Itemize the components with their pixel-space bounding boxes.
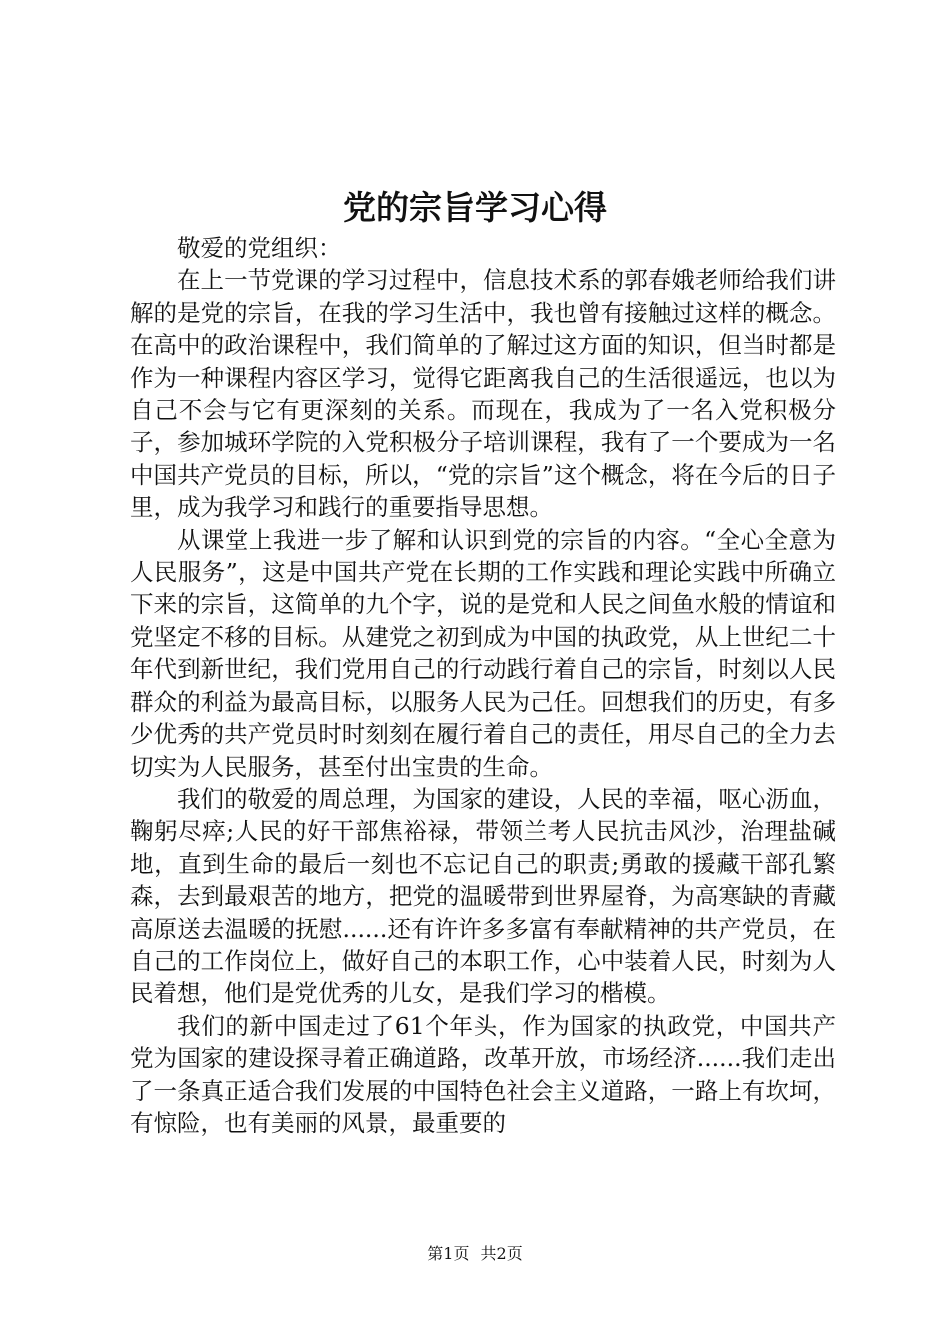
paragraph-2: 从课堂上我进一步了解和认识到党的宗旨的内容。“全心全意为人民服务”，这是中国共产党在长期的工作实践和理论实践中所确立下来的宗旨，这简单的九个字，说的是党和人民之间鱼水般的情谊和党坚定不移的目标。从建党之初到成为中国的执政党，从上世纪二十年代到新世纪，我们党用自己的行动践行着自己的宗旨，时刻以人民群众的利益为最高目标，以服务人民为己任。回想我们的历史，有多少优秀的共产党员时时刻刻在履行着自己的责任，用尽自己的全力去切实为人民服务，甚至付出宝贵的生命。 bbox=[130, 525, 836, 781]
document-body bbox=[130, 232, 836, 1139]
page-total: 共2页 bbox=[480, 1244, 523, 1263]
salutation: 敬爱的党组织： bbox=[177, 234, 342, 262]
page-number: 第1页 bbox=[427, 1244, 470, 1263]
paragraph-4: 我们的新中国走过了61个年头，作为国家的执政党，中国共产党为国家的建设探寻着正确道路，改革开放，市场经济......我们走出了一条真正适合我们发展的中国特色社会主义道路，一路上有坎坷，有惊险，也有美丽的风景，最重要的 bbox=[130, 1011, 836, 1137]
document-title: 党的宗旨学习心得 bbox=[343, 188, 607, 227]
paragraph-1: 在上一节党课的学习过程中，信息技术系的郭春娥老师给我们讲解的是党的宗旨，在我的学习生活中，我也曾有接触过这样的概念。在高中的政治课程中，我们简单的了解过这方面的知识，但当时都是作为一种课程内容区学习，觉得它距离我自己的生活很遥远，也以为自己不会与它有更深刻的关系。而现在，我成为了一名入党积极分子，参加城环学院的入党积极分子培训课程，我有了一个要成为一名中国共产党员的目标，所以，“党的宗旨”这个概念，将在今后的日子里，成为我学习和践行的重要指导思想。 bbox=[130, 266, 836, 522]
paragraph-3: 我们的敬爱的周总理，为国家的建设，人民的幸福，呕心沥血，鞠躬尽瘁;人民的好干部焦裕禄，带领兰考人民抗击风沙，治理盐碱地，直到生命的最后一刻也不忘记自己的职责;勇敢的援藏干部孔繁森，去到最艰苦的地方，把党的温暖带到世界屋脊，为高寒缺的青藏高原送去温暖的抚慰......还有许许多多富有奉献精神的共产党员，在自己的工作岗位上，做好自己的本职工作，心中装着人民，时刻为人民着想，他们是党优秀的儿女，是我们学习的楷模。 bbox=[130, 784, 836, 1008]
page-footer bbox=[0, 1242, 950, 1266]
